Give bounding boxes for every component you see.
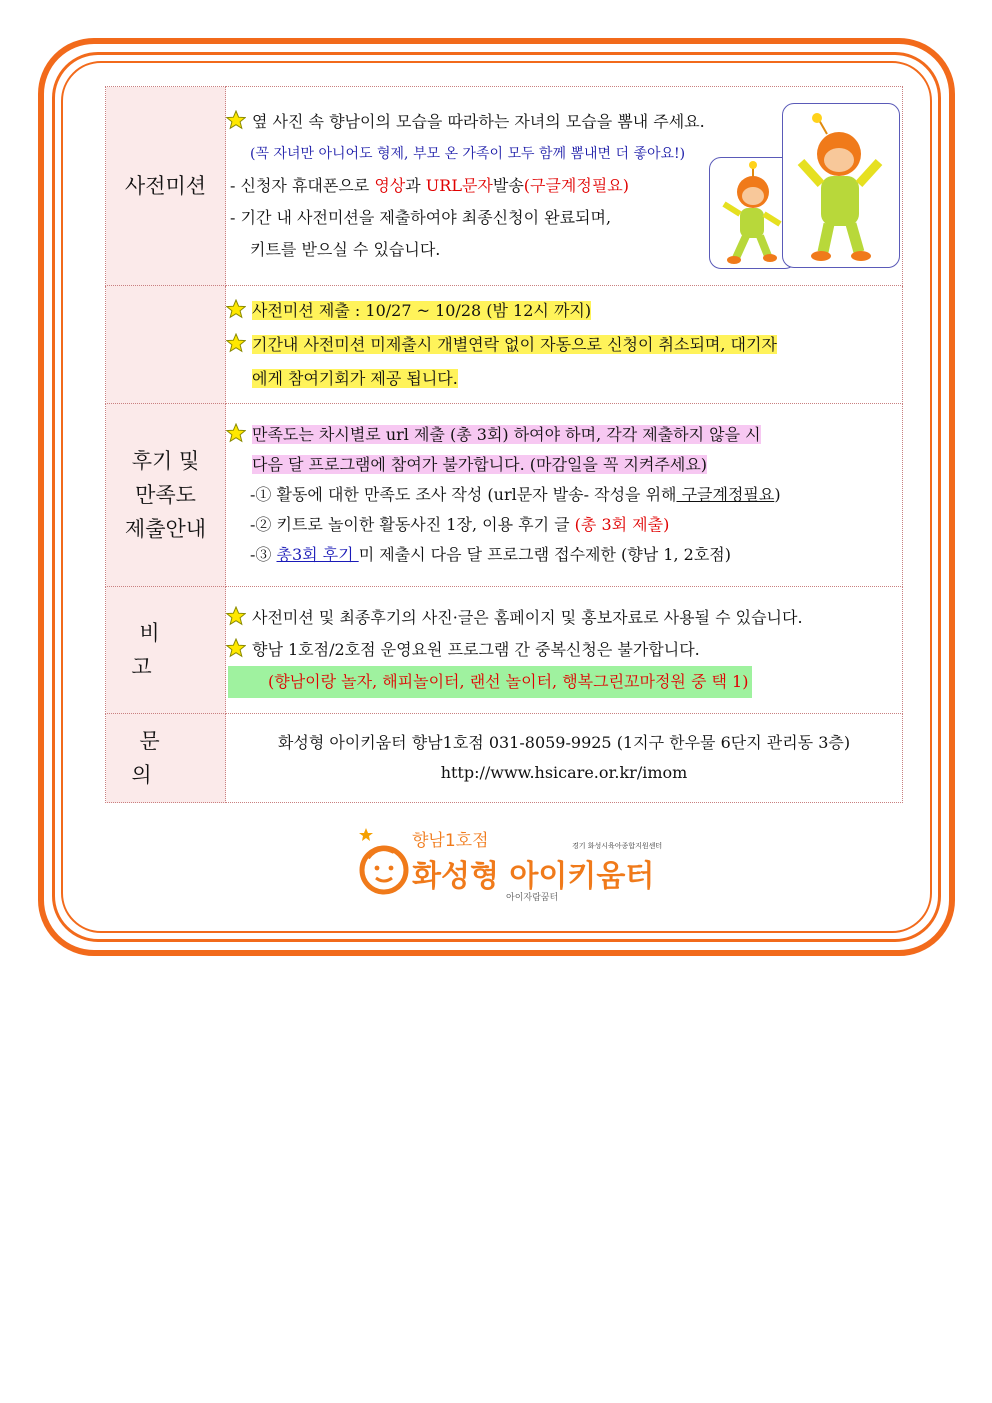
table-row-notes [106, 587, 903, 714]
table-row-deadline [106, 286, 903, 404]
notes-line3: (향남이랑 놀자, 해피놀이터, 랜선 놀이터, 행복그린꼬마정원 중 택 1) [226, 666, 902, 698]
notes-line1: 사전미션 및 최종후기의 사진·글은 홈페이지 및 홍보자료로 사용될 수 있습니다. [226, 602, 902, 634]
logo-branch: 향남1호점 [412, 831, 489, 851]
info-table [105, 86, 903, 803]
table-row-review [106, 404, 903, 587]
deadline-body [226, 286, 903, 404]
header-notes: 비 고 [106, 587, 226, 714]
pre-mission-note: (꼭 자녀만 아니어도 형제, 부모 온 가족이 모두 함께 뽐내면 더 좋아요!) [250, 146, 686, 162]
review-item2: -② 키트로 놀이한 활동사진 1장, 이용 후기 글 (총 3회 제출) [250, 515, 670, 534]
logo-child-face-icon [359, 828, 406, 892]
header-pre-mission: 사전미션 [106, 87, 226, 286]
mascot-photo-large [782, 103, 900, 268]
pre-mission-body [226, 87, 903, 286]
logo-org: 경기 화성시육아종합지원센터 [572, 842, 663, 850]
notes-body [226, 587, 903, 714]
star-icon [226, 606, 246, 626]
star-icon [226, 638, 246, 658]
review-line2: 다음 달 프로그램에 참여가 불가합니다. (마감일을 꼭 지켜주세요) [252, 455, 708, 474]
review-count-link[interactable]: 총3회 후기 [276, 545, 359, 564]
pre-mission-line2: - 신청자 휴대폰으로 영상과 URL문자발송(구글계정필요) [230, 176, 630, 195]
pre-mission-line4: 키트를 받으실 수 있습니다. [250, 240, 441, 259]
pre-mission-line1: 옆 사진 속 향남이의 모습을 따라하는 자녀의 모습을 뽐내 주세요. [226, 107, 902, 137]
pre-mission-line3: - 기간 내 사전미션을 제출하여야 최종신청이 완료되며, [230, 208, 612, 227]
review-item3: -③ 총3회 후기 미 제출시 다음 달 프로그램 접수제한 (향남 1, 2호점) [250, 545, 731, 564]
contact-line1: 화성형 아이키움터 향남1호점 031-8059-9925 (1지구 한우물 6단지 관리동 3층) [277, 733, 851, 752]
deadline-line3: 에게 참여기회가 제공 됩니다. [252, 368, 458, 388]
deadline-line2: 기간내 사전미션 미제출시 개별연락 없이 자동으로 신청이 취소되며, 대기자 [226, 328, 902, 362]
star-icon [226, 333, 246, 353]
table-row-contact [106, 714, 903, 803]
logo-name-part3: 키움터 [567, 859, 655, 894]
logo-sub: 아이자람꿈터 [506, 893, 559, 902]
contact-body [226, 714, 903, 803]
logo-name-part2: 아이 [509, 859, 568, 894]
logo-name-part1: 화성형 [412, 859, 510, 894]
contact-url[interactable]: http://www.hsicare.or.kr/imom [440, 763, 688, 782]
header-deadline [106, 286, 226, 404]
review-body [226, 404, 903, 587]
organization-logo [358, 826, 670, 902]
header-review: 후기 및 만족도 제출안내 [106, 404, 226, 587]
star-icon [226, 299, 246, 319]
review-line1: 만족도는 차시별로 url 제출 (총 3회) 하여야 하며, 각각 제출하지 않을 시 [226, 420, 902, 450]
star-icon [226, 110, 246, 130]
table-row-pre-mission [106, 87, 903, 286]
svg-text:화성형 아이키움터 [412, 859, 654, 894]
star-icon [226, 423, 246, 443]
review-item1: -① 활동에 대한 만족도 조사 작성 (url문자 발송- 작성을 위해 구글계정필요) [250, 485, 781, 504]
header-contact: 문 의 [106, 714, 226, 803]
notes-line2: 향남 1호점/2호점 운영요원 프로그램 간 중복신청은 불가합니다. [226, 634, 902, 666]
deadline-line1: 사전미션 제출 : 10/27 ~ 10/28 (밤 12시 까지) [226, 294, 902, 328]
